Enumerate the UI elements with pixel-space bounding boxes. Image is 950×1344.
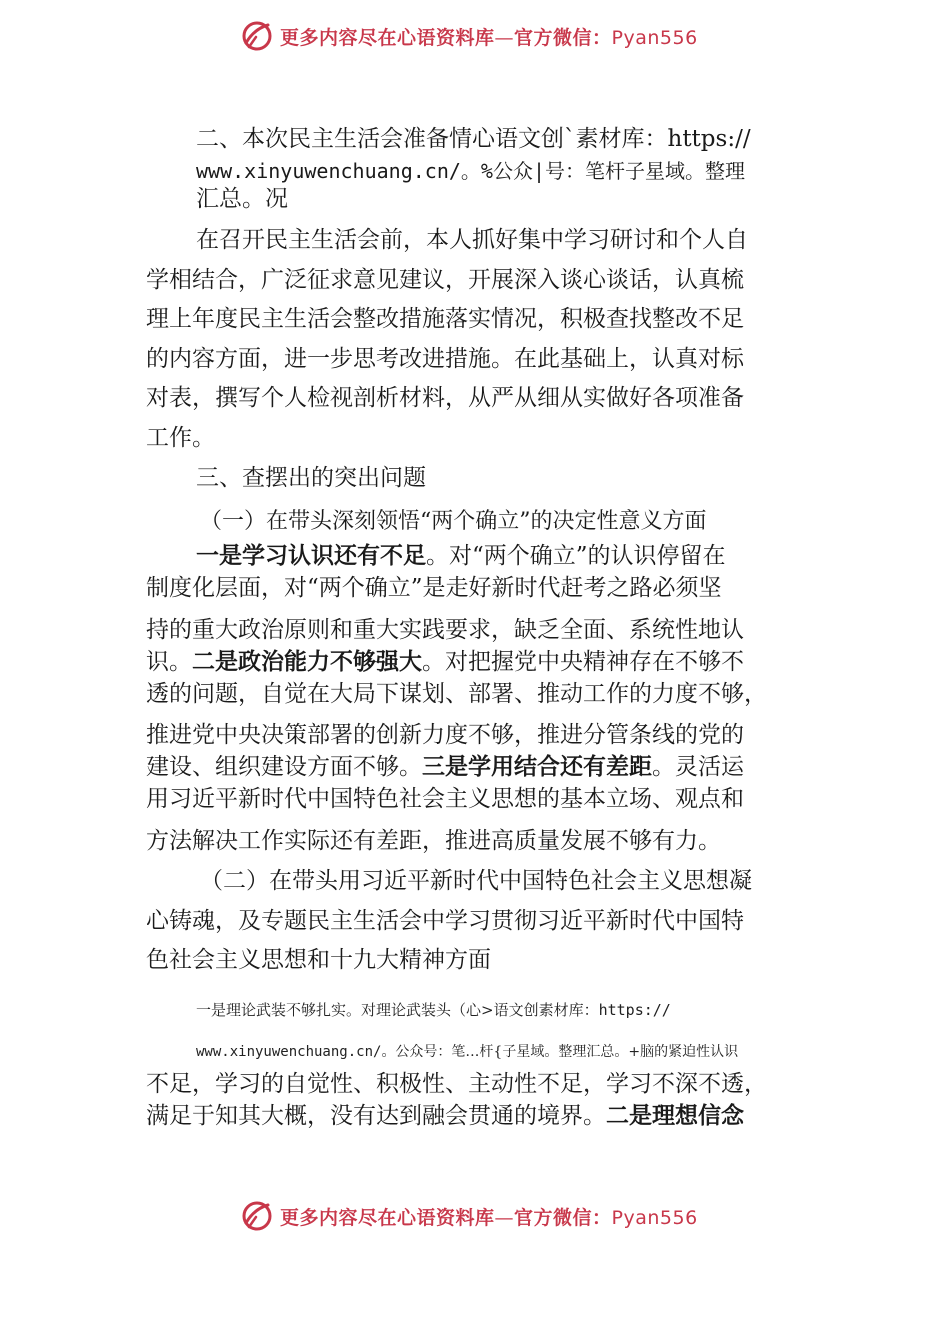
- sub2-small-line1: 一是理论武装不够扎实。对理论武装头（心>语文创素材库：https://: [196, 1001, 671, 1019]
- watermark-account: 官方微信：: [514, 1206, 612, 1229]
- sub1-line5: 透的问题，自觉在大局下谋划、部署、推动工作的力度不够，: [146, 681, 767, 707]
- section2-heading-line1: 二、本次民主生活会准备情心语文创`素材库：https://: [196, 126, 751, 152]
- watermark-banner-bottom: [240, 1196, 760, 1236]
- section3-heading: 三、查摆出的突出问题: [196, 465, 426, 491]
- paragraph-line: 的内容方面，进一步思考改进措施。在此基础上，认真对标: [146, 346, 744, 372]
- watermark-account: 官方微信：: [514, 26, 612, 49]
- watermark-separator: —: [494, 1206, 515, 1229]
- ink-brush-logo-icon: [240, 1199, 274, 1233]
- sub1-title: （一）在带头深刻领悟“两个确立”的决定性意义方面: [200, 509, 707, 534]
- watermark-banner-top: [240, 16, 760, 56]
- sub1-line4: 识。二是政治能力不够强大。对把握党中央精神存在不够不: [146, 649, 744, 675]
- point-three-bold: 三是学用结合还有差距: [422, 754, 652, 780]
- sub1-line9: 方法解决工作实际还有差距，推进高质量发展不够有力。: [146, 828, 721, 854]
- ideal-belief-bold: 二是理想信念: [606, 1103, 744, 1129]
- watermark-text: [280, 1203, 698, 1230]
- watermark-wechat-id: Pyan556: [611, 26, 698, 49]
- sub2-line3: 色社会主义思想和十九大精神方面: [146, 947, 491, 973]
- paragraph-line: 理上年度民主生活会整改措施落实情况，积极查找整改不足: [146, 306, 744, 332]
- point-one-bold: 一是学习认识还有不足: [196, 543, 426, 569]
- sub1-line2: 制度化层面，对“两个确立”是走好新时代赶考之路必须坚: [146, 575, 722, 601]
- ink-brush-logo-icon: [240, 19, 274, 53]
- sub2-line2: 心铸魂，及专题民主生活会中学习贯彻习近平新时代中国特: [146, 908, 744, 934]
- sub2-small-line2: www.xinyuwenchuang.cn/。公众号：笔…杆{子星域。整理汇总。+脑的紧迫性认识: [196, 1044, 739, 1060]
- section2-heading-line2: www.xinyuwenchuang.cn/。%公众|号：笔杆子星域。整理: [196, 159, 745, 183]
- paragraph-line: 工作。: [146, 425, 215, 451]
- sub1-line3: 持的重大政治原则和重大实践要求，缺乏全面、系统性地认: [146, 617, 744, 643]
- sub2-line4: 不足，学习的自觉性、积极性、主动性不足，学习不深不透，: [146, 1071, 767, 1097]
- paragraph-line: 对表，撰写个人检视剖析材料，从严从细从实做好各项准备: [146, 385, 744, 411]
- watermark-text: [280, 23, 698, 50]
- paragraph-line: 学相结合，广泛征求意见建议，开展深入谈心谈话，认真梳: [146, 267, 744, 293]
- sub2-line5: 满足于知其大概，没有达到融会贯通的境界。二是理想信念: [146, 1103, 744, 1129]
- sub1-line6: 推进党中央决策部署的创新力度不够，推进分管条线的党的: [146, 722, 744, 748]
- paragraph-line: 在召开民主生活会前，本人抓好集中学习研讨和个人自: [196, 227, 748, 253]
- section2-heading-line3: 汇总。况: [196, 186, 288, 212]
- watermark-separator: —: [494, 26, 515, 49]
- watermark-main: 更多内容尽在心语资料库: [280, 1206, 495, 1229]
- sub2-line1: （二）在带头用习近平新时代中国特色社会主义思想凝: [200, 868, 752, 894]
- watermark-wechat-id: Pyan556: [611, 1206, 698, 1229]
- sub1-line7: 建设、组织建设方面不够。三是学用结合还有差距。灵活运: [146, 754, 744, 780]
- sub1-line1: 一是学习认识还有不足。对“两个确立”的认识停留在: [196, 543, 726, 569]
- watermark-main: 更多内容尽在心语资料库: [280, 26, 495, 49]
- sub1-line8: 用习近平新时代中国特色社会主义思想的基本立场、观点和: [146, 786, 744, 812]
- point-two-bold: 二是政治能力不够强大: [192, 649, 422, 675]
